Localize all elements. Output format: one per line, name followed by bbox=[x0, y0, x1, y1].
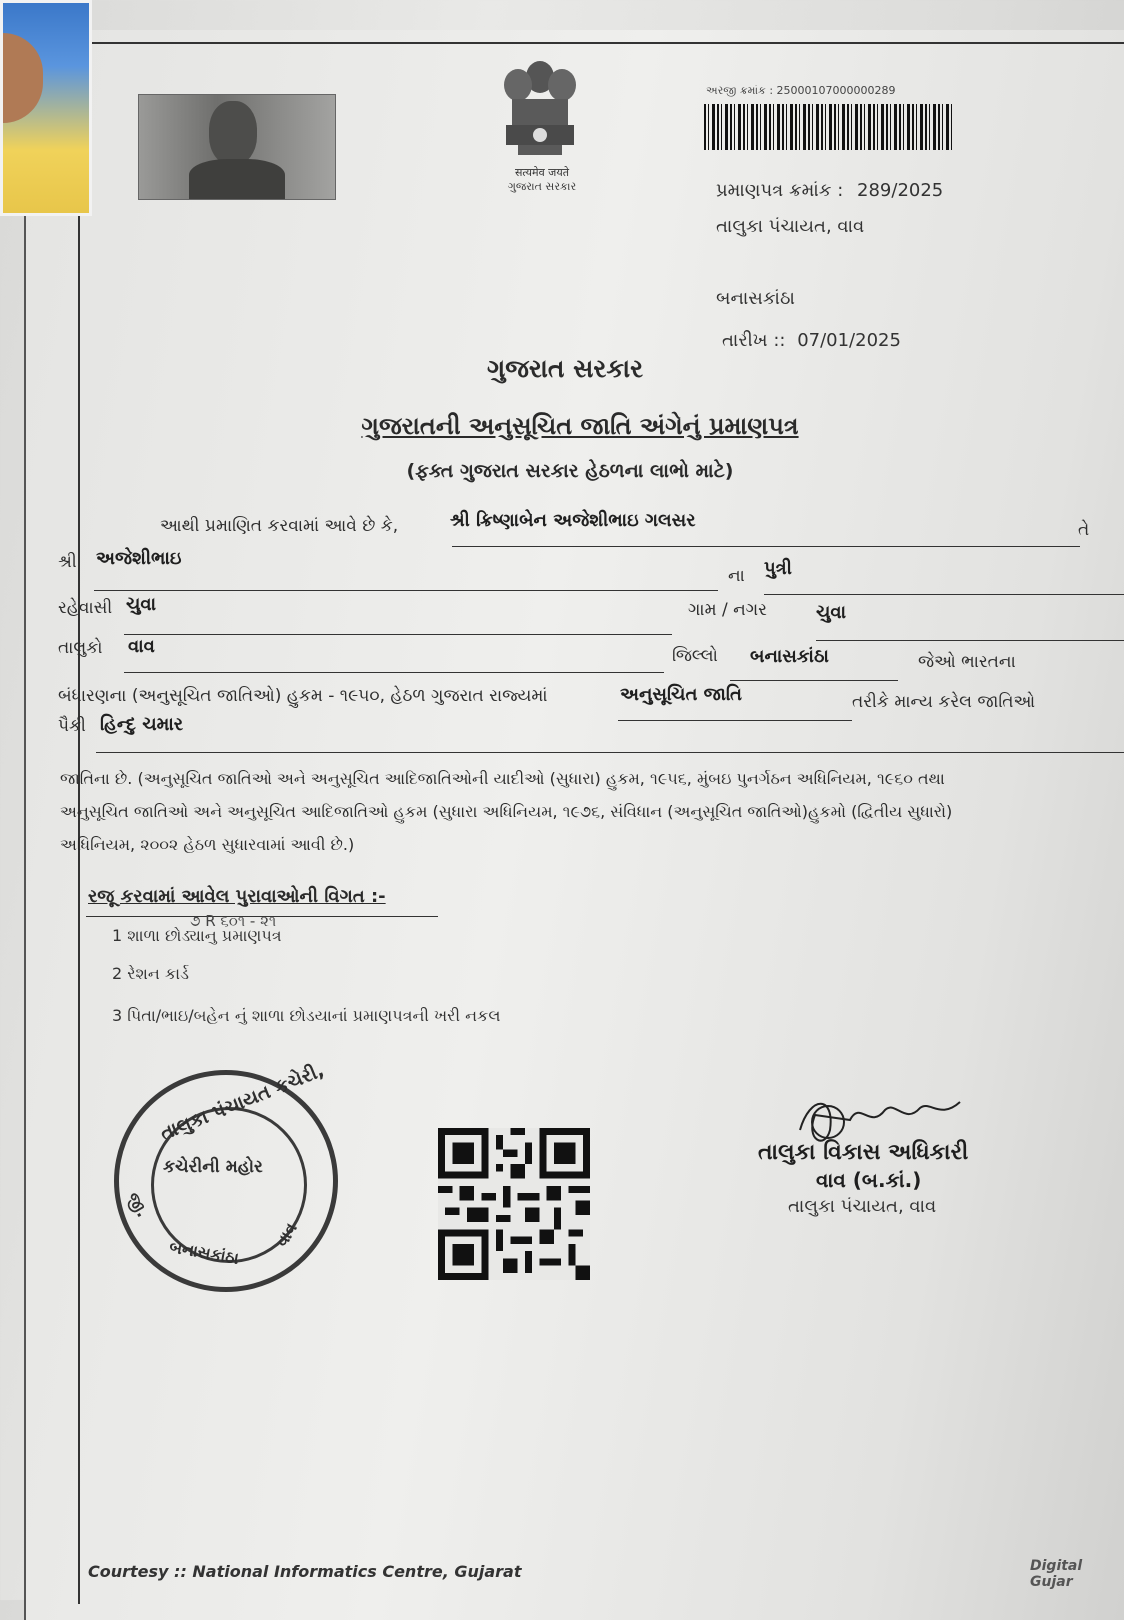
seal-left-text: જી. bbox=[123, 1189, 153, 1221]
evidence-item-3: 3 પિતા/ભાઇ/બહેન નું શાળા છોડયાનાં પ્રમાણપત્રની ખરી નકલ bbox=[112, 1006, 501, 1025]
certificate-number-row bbox=[716, 180, 943, 201]
certificate-title: ગુજરાતની અનુસૂચિત જાતિ અંગેનું પ્રમાણપત્ર bbox=[361, 412, 799, 440]
father-name: અજેશીભાઇ bbox=[96, 548, 182, 569]
caste-value: હિન્દુ ચમાર bbox=[100, 714, 184, 735]
evidence-item-1: 1 શાળા છોડ્યાનુ પ્રમાણપત્ર bbox=[112, 926, 282, 945]
seal-right-text: વાવ bbox=[272, 1219, 301, 1250]
applicant-name: શ્રી ક્રિષ્ણાબેન અજેશીભાઇ ગલસર bbox=[450, 510, 696, 531]
resident-value: ચુવા bbox=[126, 594, 157, 615]
office-seal bbox=[114, 1059, 338, 1292]
issuer-office: તાલુકા પંચાયત, વાવ bbox=[716, 216, 865, 237]
footer-courtesy: Courtesy :: National Informatics Centre, Gujarat bbox=[88, 1562, 522, 1581]
officer-office: તાલુકા પંચાયત, વાવ bbox=[788, 1196, 937, 1217]
issue-date: 07/01/2025 bbox=[797, 330, 901, 351]
recognized-text: તરીકે માન્ય કરેલ જાતિઓ bbox=[852, 692, 1036, 712]
evidence-item-2: 2 રેશન કાર્ડ bbox=[112, 964, 189, 983]
certificate-number-label: પ્રમાણપત્ર ક્રમાંક : bbox=[716, 180, 844, 201]
te-text: તે bbox=[1078, 520, 1090, 540]
taluka-value: વાવ bbox=[128, 636, 155, 657]
evidence-title: રજૂ કરવામાં આવેલ પુરાવાઓની વિગત :- bbox=[88, 886, 386, 907]
date-row bbox=[722, 330, 901, 351]
certify-text: આથી પ્રમાણિત કરવામાં આવે છે કે, bbox=[160, 516, 399, 536]
na-label: ના bbox=[728, 566, 745, 586]
legal-paragraph bbox=[60, 762, 1120, 861]
emblem-motto: सत्यमेव जयते bbox=[514, 166, 569, 179]
qr-code-icon bbox=[438, 1128, 590, 1280]
certificate-note: (ફક્ત ગુજરાત સરકાર હેઠળના લાભો માટે) bbox=[406, 460, 734, 482]
header-district: બનાસકાંઠા bbox=[716, 288, 795, 309]
officer-subtitle: વાવ (બ.કાં.) bbox=[816, 1168, 922, 1192]
constitution-text: બંધારણના (અનુસૂચિત જાતિઓ) હુકમ - ૧૯૫૦, હેઠળ ગુજરાત રાજ્યમાં bbox=[58, 686, 548, 706]
officer-title: તાલુકા વિકાસ અધિકારી bbox=[758, 1140, 969, 1165]
india-text: જેઓ ભારતના bbox=[918, 652, 1016, 672]
relation: પુત્રી bbox=[764, 558, 792, 579]
district-label: જિલ્લો bbox=[672, 646, 718, 666]
village-label: ગામ / નગર bbox=[688, 600, 767, 620]
legal-line-2: અનુસૂચિત જાતિઓ અને અનુસૂચિત આદિજાતિઓ હુકમ (સુધારા અધિનિયમ, ૧૯૭૬, સંવિધાન (અનુસૂચિત જાતિઓ)હુકમો (દ્વિતીય સુધારો) bbox=[60, 802, 953, 821]
applicant-photo bbox=[138, 94, 336, 200]
legal-line-3: અધિનિયમ, ૨૦૦૨ હેઠળ સુધારવામાં આવી છે.) bbox=[60, 835, 355, 854]
village-value: ચુવા bbox=[816, 602, 847, 623]
applicant-photo-color bbox=[0, 0, 92, 216]
handwritten-note: ૭ R ૬૦૧ - ૨૧ bbox=[190, 912, 277, 930]
legal-line-1: જાતિના છે. (અનુસૂચિત જાતિઓ અને અનુસૂચિત આદિજાતિઓની યાદીઓ (સુધારા) હુકમ, ૧૯૫૬, મુંબઇ પુનર્ગઠન અધિનિયમ, ૧૯૬૦ તથા bbox=[60, 769, 945, 788]
footer-right-text: Digital Gujar bbox=[1030, 1558, 1083, 1590]
shri-label: શ્રી bbox=[58, 552, 77, 572]
emblem-caption bbox=[480, 166, 604, 194]
emblem-government: ગુજરાત સરકાર bbox=[507, 180, 577, 193]
page-title: ગુજરાત સરકાર bbox=[486, 354, 644, 383]
seal-bottom-text: બનાસકાંઠા bbox=[167, 1237, 241, 1268]
date-label: તારીખ :: bbox=[722, 330, 786, 351]
national-emblem-icon bbox=[490, 55, 590, 165]
category-value: અનુસૂચિત જાતિ bbox=[620, 684, 742, 705]
among-label: પૈકી bbox=[58, 716, 86, 736]
certificate-number: 289/2025 bbox=[857, 180, 944, 201]
seal-top-text: તાલુકા પંચાયત કચેરી, bbox=[157, 1059, 328, 1145]
barcode bbox=[704, 104, 952, 150]
seal-center-text: કચેરીની મહોર bbox=[163, 1157, 263, 1177]
district-value: બનાસકાંઠા bbox=[750, 646, 829, 667]
resident-label: રહેવાસી bbox=[58, 598, 113, 618]
application-number: અરજી ક્રમાંક : 25000107000000289 bbox=[706, 84, 896, 97]
taluka-label: તાલુકો bbox=[58, 638, 103, 658]
